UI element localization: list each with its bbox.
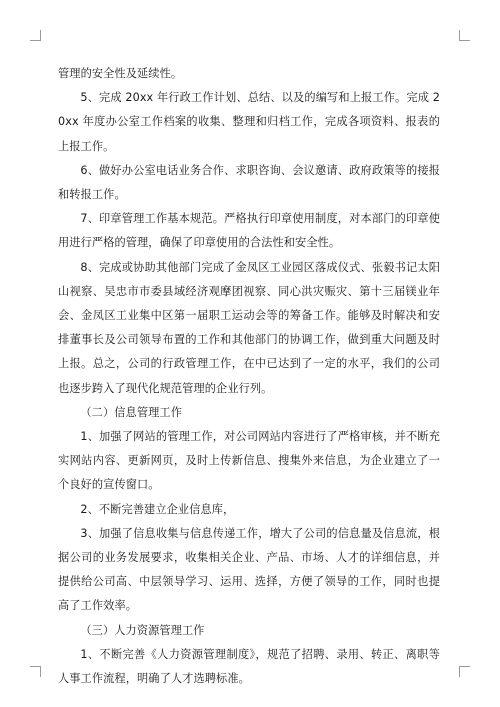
document-body <box>58 62 440 691</box>
paragraph-info-item-3: 3、加强了信息收集与信息传递工作，增大了公司的信息量及信息流，根据公司的业务发展要求，收集相关企业、产品、市场、人才的详细信息，并提供给公司高、中层领导学习、运用、选择，方便了领导的工作，同时也提高了工作效率。 <box>58 526 440 613</box>
section-heading-information-management: （二）信息管理工作 <box>80 405 182 419</box>
crop-mark-bottom-left <box>30 666 41 677</box>
paragraph-info-item-2: 2、不断完善建立企业信息库， <box>80 502 235 516</box>
paragraph-hr-item-1: 1、不断完善《人力资源管理制度》，规范了招聘、录用、转正、离职等人事工作流程，明确了人才选聘标准。 <box>58 647 440 686</box>
crop-mark-top-right <box>459 30 470 41</box>
crop-mark-top-left <box>30 30 41 41</box>
paragraph-item-8: 8、完成或协助其他部门完成了金凤区工业园区落成仪式、张毅书记太阳山视察、吴忠市市委县域经济观摩团视察、同心洪灾赈灾、第十三届镁业年会、金凤区工业集中区第一届职工运动会等的筹备工作。能够及时解决和安排董事长及公司领导布置的工作和其他部门的协调工作，做到重大问题及时上报。总之，公司的行政管理工作，在中已达到了一定的水平，我们的公司也逐步跨入了现代化规范管理的企业行列。 <box>58 260 440 395</box>
paragraph-item-7: 7、印章管理工作基本规范。严格执行印章使用制度，对本部门的印章使用进行严格的管理，确保了印章使用的合法性和安全性。 <box>58 212 440 250</box>
paragraph-continuation: 管理的安全性及延续性。 <box>58 67 183 80</box>
paragraph-item-5: 5、完成 20xx 年行政工作计划、总结、以及的编写和上报工作。完成 20xx 年度办公室工作档案的收集、整理和归档工作，完成各项资料、报表的上报工作。 <box>58 91 440 153</box>
paragraph-info-item-1: 1、加强了网站的管理工作，对公司网站内容进行了严格审核，并不断充实网站内容、更新网页，及时上传新信息、搜集外来信息，为企业建立了一个良好的宣传窗口。 <box>58 430 440 492</box>
crop-mark-bottom-right <box>459 666 470 677</box>
section-heading-human-resources: （三）人力资源管理工作 <box>80 623 205 637</box>
paragraph-item-6: 6、做好办公室电话业务合作、求职咨询、会议邀请、政府政策等的接报和转报工作。 <box>58 163 440 202</box>
